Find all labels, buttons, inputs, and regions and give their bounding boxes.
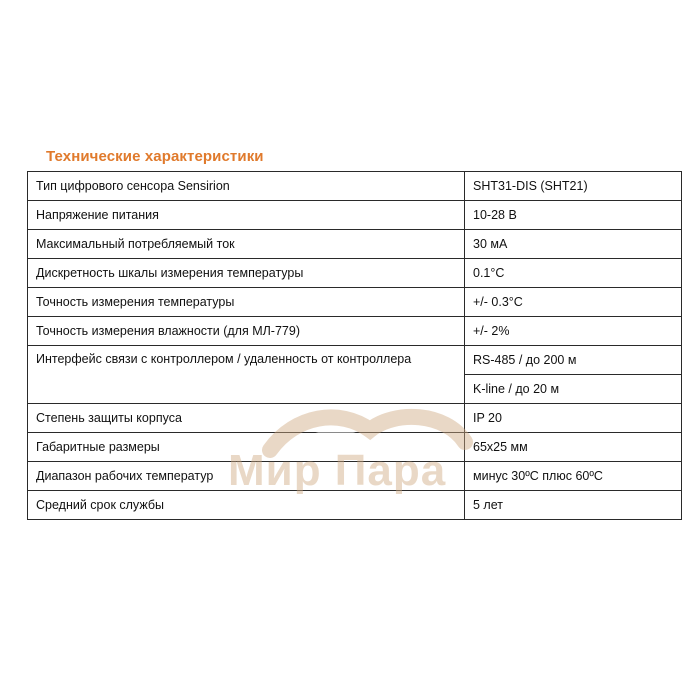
value-cell: 10-28 В (465, 201, 682, 230)
value-cell: K-line / до 20 м (465, 375, 682, 404)
value-cell: 5 лет (465, 491, 682, 520)
table-row (28, 230, 682, 259)
value-cell: +/- 0.3°С (465, 288, 682, 317)
param-cell: Точность измерения температуры (28, 288, 465, 317)
param-cell: Тип цифрового сенсора Sensirion (28, 172, 465, 201)
value-cell: 65х25 мм (465, 433, 682, 462)
table-row (28, 491, 682, 520)
param-cell: Точность измерения влажности (для МЛ-779) (28, 317, 465, 346)
table-row (28, 462, 682, 491)
param-cell: Средний срок службы (28, 491, 465, 520)
value-cell: 30 мА (465, 230, 682, 259)
table-row (28, 288, 682, 317)
param-cell: Интерфейс связи с контроллером / удаленность от контроллера (28, 346, 465, 404)
value-cell: SHT31-DIS (SHT21) (465, 172, 682, 201)
value-cell: 0.1°С (465, 259, 682, 288)
table-row (28, 346, 682, 375)
specs-table (27, 171, 682, 520)
param-cell: Диапазон рабочих температур (28, 462, 465, 491)
page-title: Технические характеристики (46, 148, 264, 165)
value-cell: RS-485 / до 200 м (465, 346, 682, 375)
param-cell: Напряжение питания (28, 201, 465, 230)
table-row (28, 172, 682, 201)
table-row (28, 259, 682, 288)
value-cell: +/- 2% (465, 317, 682, 346)
table-row (28, 201, 682, 230)
param-cell: Степень защиты корпуса (28, 404, 465, 433)
table-row (28, 404, 682, 433)
value-cell: минус 30ºС плюс 60ºС (465, 462, 682, 491)
param-cell: Максимальный потребляемый ток (28, 230, 465, 259)
param-cell: Габаритные размеры (28, 433, 465, 462)
value-cell: IP 20 (465, 404, 682, 433)
table-row (28, 433, 682, 462)
param-cell: Дискретность шкалы измерения температуры (28, 259, 465, 288)
watermark-text: Мир Пара (228, 446, 447, 495)
table-row (28, 317, 682, 346)
